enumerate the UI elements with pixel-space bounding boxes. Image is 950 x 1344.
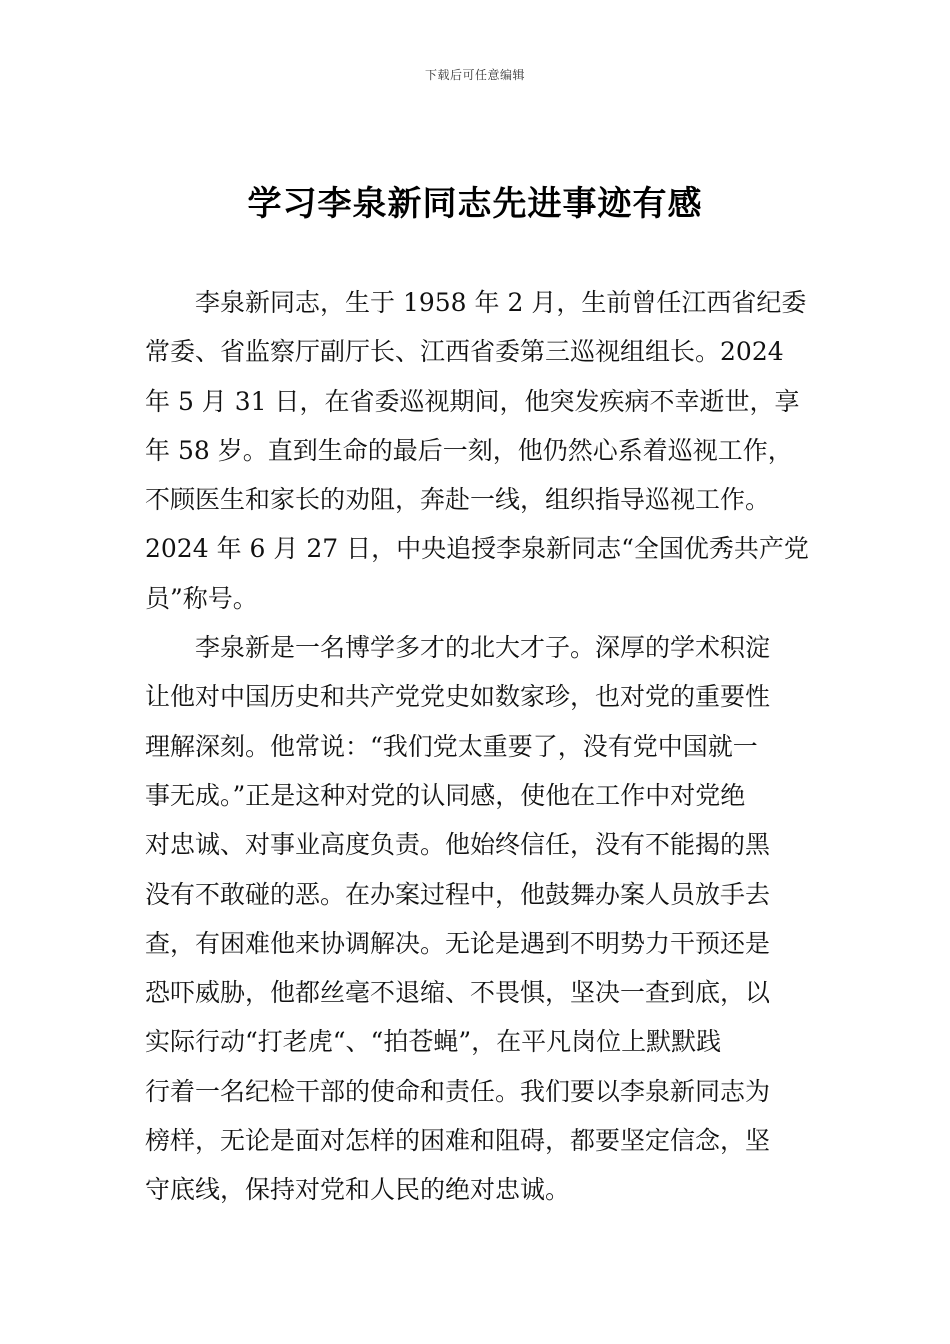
text-line: 行着一名纪检干部的使命和责任。我们要以李泉新同志为 [145,1076,771,1106]
text-line: 不顾医生和家长的劝阻，奔赴一线，组织指导巡视工作。 [145,485,771,515]
text-line: 常委、省监察厅副厅长、江西省委第三巡视组组长。2024 [145,337,784,367]
paragraph-2 [145,623,815,1215]
text-line: 对忠诚、对事业高度负责。他始终信任，没有不能揭的黑 [145,830,771,860]
text-line: 理解深刻。他常说：“我们党太重要了，没有党中国就一 [145,731,758,761]
text-line: 年 58 岁。直到生命的最后一刻，他仍然心系着巡视工作， [145,435,793,465]
text-line: 员”称号。 [145,583,258,613]
paragraph-1 [145,278,815,623]
text-line: 实际行动“打老虎“、“拍苍蝇”，在平凡岗位上默默践 [145,1027,722,1057]
document-body [145,278,815,1215]
text-line: 没有不敢碰的恶。在办案过程中，他鼓舞办案人员放手去 [145,879,771,909]
text-line: 李泉新是一名博学多才的北大才子。深厚的学术积淀 [195,633,771,663]
text-line: 事无成。”正是这种对党的认同感，使他在工作中对党绝 [145,780,746,810]
text-line: 让他对中国历史和共产党党史如数家珍，也对党的重要性 [145,682,771,712]
document-title: 学习李泉新同志先进事迹有感 [247,184,703,224]
text-line: 查，有困难他来协调解决。无论是遇到不明势力干预还是 [145,928,771,958]
text-line: 榜样，无论是面对怎样的困难和阻碍，都要坚定信念，坚 [145,1126,771,1156]
text-line: 李泉新同志，生于 1958 年 2 月，生前曾任江西省纪委 [195,288,807,317]
header-note: 下载后可任意编辑 [424,68,525,82]
text-line: 恐吓威胁，他都丝毫不退缩、不畏惧，坚决一查到底，以 [145,978,771,1008]
text-line: 2024 年 6 月 27 日，中央追授李泉新同志“全国优秀共产党 [145,534,809,564]
text-line: 守底线，保持对党和人民的绝对忠诚。 [145,1175,571,1205]
text-line: 年 5 月 31 日，在省委巡视期间，他突发疾病不幸逝世，享 [145,386,800,416]
